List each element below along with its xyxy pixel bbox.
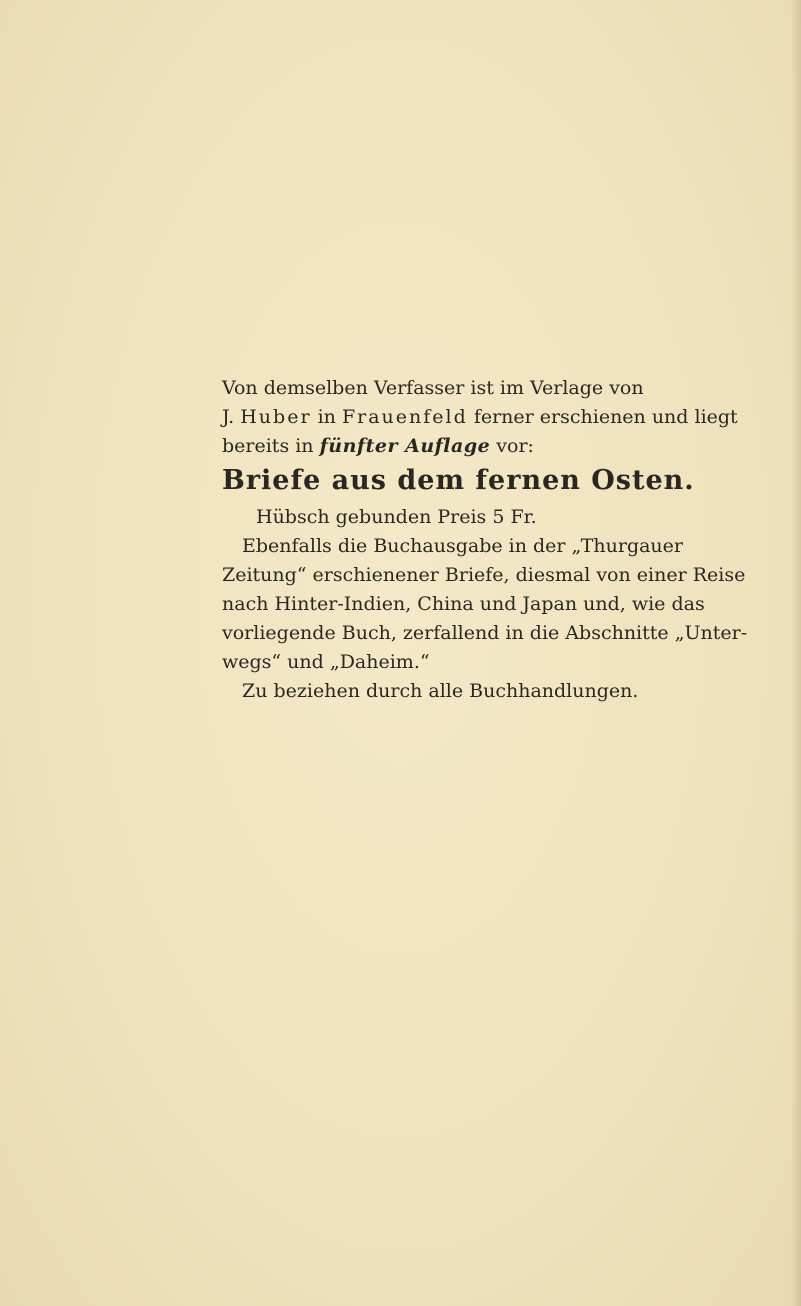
description-line-1: Ebenfalls die Buchausgabe in der „Thurgauer: [242, 535, 683, 557]
intro-line-1: Von demselben Verfasser ist im Verlage von: [222, 377, 644, 399]
description-line-2: Zeitung“ erschienener Briefe, diesmal von einer Reise: [222, 564, 746, 586]
publisher-initial: J.: [222, 406, 235, 428]
publisher-in: in: [317, 406, 336, 428]
book-title: Briefe aus dem fernen Osten.: [222, 465, 695, 496]
intro-line-2-rest: ferner erschienen und liegt: [473, 406, 738, 428]
intro-line-3: [222, 432, 722, 461]
description-line-5: wegs“ und „Daheim.“: [222, 651, 430, 673]
page-edge-shadow: [791, 0, 801, 1306]
publisher-place: Frauenfeld: [341, 406, 468, 428]
publisher-name: Huber: [240, 406, 312, 428]
advertisement-text: [222, 374, 748, 706]
intro-line-3-end: vor:: [496, 435, 534, 457]
edition-note: fünfter Auflage: [319, 435, 491, 457]
description-line-3: nach Hinter-Indien, China und Japan und, wie das: [222, 593, 705, 615]
intro-line-2: [222, 403, 738, 432]
binding-price: Hübsch gebunden Preis 5 Fr.: [256, 506, 537, 528]
closing-line: Zu beziehen durch alle Buchhandlungen.: [242, 680, 639, 702]
description-line-4: vorliegende Buch, zerfallend in die Abschnitte „Unter-: [222, 622, 748, 644]
intro-line-3-start: bereits in: [222, 435, 314, 457]
